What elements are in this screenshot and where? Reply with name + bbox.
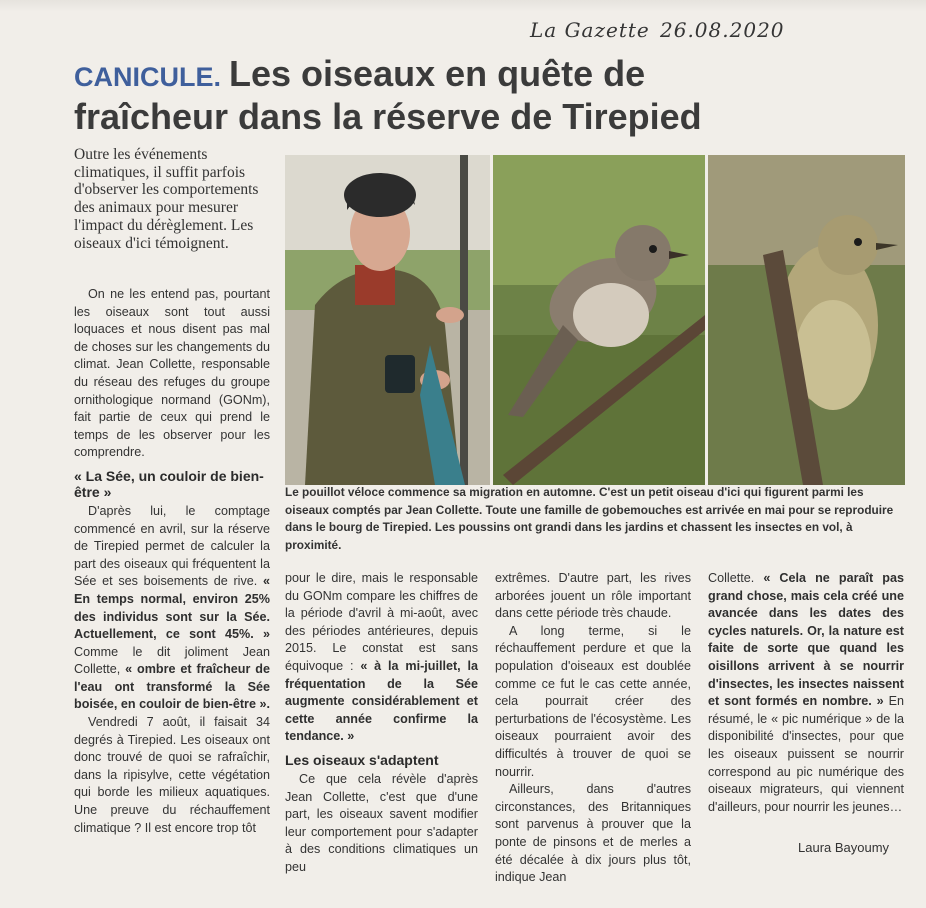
headline-kicker: CANICULE. bbox=[74, 62, 221, 92]
col2-paragraph-1 bbox=[285, 570, 478, 746]
col2-subhead: Les oiseaux s'adaptent bbox=[285, 751, 439, 768]
col3-paragraph-2: A long terme, si le réchauffement perdure et que la population d'oiseaux est doublée comme ce fut le cas cette année, cela pourrait créer des perturbations de l'écosystème. Les oiseaux pourraient avoir des difficultés à trouver de quoi se nourrir. bbox=[495, 623, 691, 779]
column-3 bbox=[495, 570, 691, 887]
col1-p2b-quote: « ombre et fraîcheur de l'eau ont transformé la Sée boisée, en couloir de bien-être ». bbox=[74, 662, 270, 712]
handwritten-date: 26.08.2020 bbox=[660, 18, 785, 42]
lead-paragraph: Outre les événements climatiques, il suffit parfois d'observer les comportements des animaux pour mesurer l'impact du dérèglement. Les oiseaux d'ici témoignent. bbox=[74, 146, 259, 252]
col1-paragraph-3: Vendredi 7 août, il faisait 34 degrés à Tirepied. Les oiseaux ont donc trouvé de quoi se rafraîchir, dans la ripisylve, cette végétation qui borde les milieux aquatiques. Une preuve du réchauffement climatique ? Il est encore trop tôt bbox=[74, 715, 270, 835]
col4-p1-text: Collette. bbox=[708, 571, 755, 585]
col1-p2-text: D'après lui, le comptage commencé en avril, sur la réserve de Tirepied permet de calculer la part des oiseaux qui fréquentent la Sée et ses boisements de rive. bbox=[74, 503, 270, 589]
photo-flycatcher bbox=[493, 155, 705, 485]
col3-paragraph-3: Ailleurs, dans d'autres circonstances, des Britanniques sont parvenus à prouver que la ponte de pinsons et de merles a été décalée à dix jours plus tôt, indique Jean bbox=[495, 782, 691, 885]
column-4 bbox=[708, 570, 904, 816]
col1-paragraph-1: On ne les entend pas, pourtant les oiseaux sont tout aussi loquaces et nous disent pas mal de choses sur les changements du climat. Jean Collette, responsable du réseau des refuges du groupe ornithologique normand (GONm), fait partie de ceux qui prend le temps de les observer pour les comprendre. bbox=[74, 287, 270, 460]
headline bbox=[74, 54, 874, 137]
col2-p1-text: pour le dire, mais le responsable du GONm compare les chiffres de la période d'avril à mi-août, avec des périodes antérieures, depuis 2015. Le constat est sans équivoque : bbox=[285, 571, 478, 673]
col4-p1-quote: « Cela ne paraît pas grand chose, mais cela créé une avancée dans les dates des cycles naturels. Or, la nature est faite de sorte que quand les oisillons arrivent à se nourrir d'insectes, les insectes naissent et sont formés en nombre. » bbox=[708, 571, 905, 709]
headline-line1: Les oiseaux en quête de bbox=[229, 53, 646, 94]
author-signature: Laura Bayoumy bbox=[798, 840, 890, 855]
column-2 bbox=[285, 570, 478, 877]
col1-subhead: « La Sée, un couloir de bien-être » bbox=[74, 467, 264, 500]
col1-paragraph-2 bbox=[74, 503, 270, 714]
col2-p1-quote: « à la mi-juillet, la fréquentation de la Sée augmente considérablement et cette année confirme la tendance. » bbox=[285, 658, 478, 744]
photo-caption: Le pouillot véloce commence sa migration en automne. C'est un petit oiseau d'ici qui figurent parmi les oiseaux comptés par Jean Collette. Toute une famille de gobemouches est arrivée en mai pour se reproduire dans le bourg de Tirepied. Les poussins ont grandi dans les jardins et chassent les insectes en vol, à proximité. bbox=[285, 485, 894, 552]
col3-paragraph-1: extrêmes. D'autre part, les rives arborées jouent un rôle important dans cette période très chaude. bbox=[495, 571, 691, 621]
column-1 bbox=[74, 286, 270, 837]
col1-p2b-text: Comme le dit joliment Jean Collette, bbox=[74, 644, 270, 677]
col4-paragraph-1 bbox=[708, 570, 904, 816]
headline-line2: fraîcheur dans la réserve de Tirepied bbox=[74, 96, 702, 137]
handwritten-publication: La Gazette bbox=[530, 18, 650, 42]
col4-p1b-text: En résumé, le « pic numérique » de la disponibilité d'insectes, pour que les oiseaux puissent se nourrir correspond au pic numérique des oiseaux migrateurs, qui viennent d'ailleurs, pour nourrir les jeunes… bbox=[708, 694, 904, 814]
col2-paragraph-2: Ce que cela révèle d'après Jean Collette, c'est que d'une part, les oiseaux savent modifier leur comportement pour s'adapter à des conditions climatiques un peu bbox=[285, 771, 478, 874]
photo-observer bbox=[285, 155, 490, 485]
photo-warbler bbox=[708, 155, 905, 485]
col1-p2-quote: « En temps normal, environ 25% des individus sont sur la Sée. Actuellement, ce sont 45%. » bbox=[74, 574, 270, 642]
